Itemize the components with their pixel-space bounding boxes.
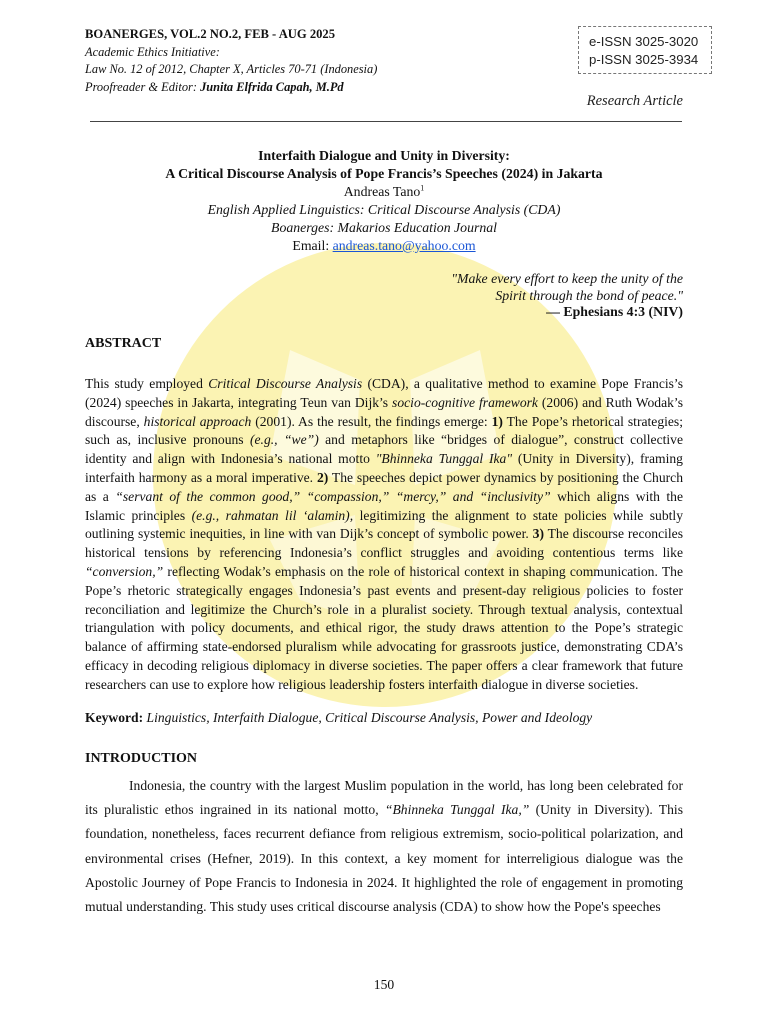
- introduction-heading: INTRODUCTION: [85, 751, 198, 766]
- page-number: 150: [373, 977, 395, 992]
- intro-italic: “Bhinneka Tunggal Ika,”: [384, 802, 530, 818]
- abstract-text: The discourse reconciles historical tensions by referencing Indonesia’s conflict struggles and avoiding contentious terms like: [85, 526, 683, 561]
- abstract-italic: Critical Discourse Analysis: [208, 376, 363, 391]
- abstract-text: which aligns with the Islamic principles: [85, 488, 684, 523]
- keyword-values: Linguistics, Interfaith Dialogue, Critical Discourse Analysis, Power and Ideology: [146, 710, 593, 725]
- abstract-text: (2006) and Ruth Wodak’s discourse,: [85, 394, 684, 429]
- title-line-2: A Critical Discourse Analysis of Pope Francis’s Speeches (2024) in Jakarta: [165, 166, 603, 181]
- keywords: [85, 710, 683, 726]
- research-field: English Applied Linguistics: Critical Discourse Analysis (CDA): [207, 202, 561, 217]
- epigraph: [303, 271, 683, 321]
- law-reference: Law No. 12 of 2012, Chapter X, Articles 70-71 (Indonesia): [85, 62, 378, 76]
- abstract-heading: ABSTRACT: [85, 336, 162, 351]
- abstract-italic: "Bhinneka Tunggal Ika": [375, 451, 513, 467]
- intro-text: Indonesia, the country with the largest Muslim population in the world, has long been celebrated for its pluralistic ethos ingrained in its national motto,: [85, 778, 683, 818]
- abstract-text: This study employed: [85, 376, 209, 391]
- epigraph-line-2: Spirit through the bond of peace.": [495, 287, 683, 303]
- ethics-initiative: Academic Ethics Initiative:: [85, 44, 220, 59]
- abstract-paragraph: [85, 375, 683, 695]
- abstract-text: (CDA), a qualitative method to examine Pope Francis’s (2024) speeches in Jakarta, integrating Teun van Dijk’s: [85, 376, 683, 410]
- journal-name: Boanerges: Makarios Education Journal: [271, 220, 497, 235]
- author: [85, 183, 683, 201]
- author-name: Andreas Tano: [343, 184, 421, 199]
- finding-number: 1): [491, 413, 503, 429]
- abstract-italic: (e.g., “we”): [250, 432, 319, 448]
- email-label: Email:: [292, 238, 333, 253]
- abstract-italic: historical approach: [143, 413, 252, 429]
- intro-text: (Unity in Diversity). This foundation, nonetheless, faces recurrent defiance from religious extremism, socio-political polarization, and environmental crises (Hefner, 2019). In this context, a key moment for interreligious dialogue was the Apostolic Journey of Pope Francis to Indonesia in 2024. It highlighted the role of engagement in promoting mutual understanding. This study uses critical discourse analysis (CDA) to show how the Pope's speeches: [85, 802, 683, 915]
- editor-label: Proofreader & Editor:: [85, 79, 201, 94]
- email-line: [85, 237, 683, 255]
- title-block: [85, 147, 683, 255]
- abstract-italic: (e.g., rahmatan lil ‘alamin),: [191, 507, 354, 523]
- title-line-1: Interfaith Dialogue and Unity in Diversity:: [258, 148, 510, 163]
- epigraph-line-1: "Make every effort to keep the unity of the: [451, 271, 683, 286]
- abstract-text: (Unity in Diversity), framing interfaith harmony as a moral imperative.: [85, 451, 683, 485]
- abstract-text: legitimizing the alignment to state policies while subtly outlining systemic inequities, in line with van Dijk’s concept of symbolic power.: [85, 507, 683, 542]
- epigraph-reference: — Ephesians 4:3 (NIV): [546, 304, 683, 319]
- abstract-italic: “conversion,”: [85, 563, 164, 579]
- abstract-text: (2001). As the result, the findings emerge:: [251, 413, 492, 429]
- keyword-label: Keyword:: [85, 710, 144, 725]
- abstract-text: and metaphors like “bridges of dialogue”, construct collective identity and align with Indonesia’s national motto: [85, 432, 684, 467]
- finding-number: 2): [316, 469, 329, 485]
- abstract-text: The speeches depict power dynamics by positioning the Church as a: [85, 469, 684, 504]
- finding-number: 3): [532, 526, 544, 542]
- issn-box: [578, 26, 712, 74]
- journal-issue: BOANERGES, VOL.2 NO.2, FEB - AUG 2025: [85, 27, 336, 41]
- abstract-italic: socio-cognitive framework: [392, 394, 538, 410]
- article-type: Research Article: [586, 93, 683, 109]
- author-affiliation-mark: 1: [420, 183, 425, 193]
- pissn: p-ISSN 3025-3934: [589, 52, 699, 67]
- journal-header: [85, 26, 377, 96]
- header-divider: [90, 121, 682, 122]
- eissn: e-ISSN 3025-3020: [589, 34, 699, 49]
- editor-line: [85, 79, 377, 97]
- editor-name: Junita Elfrida Capah, M.Pd: [200, 79, 344, 94]
- email-link[interactable]: andreas.tano@yahoo.com: [332, 238, 476, 253]
- abstract-text: reflecting Wodak’s emphasis on the role of historical context in shaping communication. The Pope’s rhetoric strategically engages Indonesia’s past events and present-day religious policies to foster reconciliation and legitimize the Church’s role in a pluralist society. Through textual analysis, contextual triangulation with policy documents, and ethical rigor, the study draws attention to the Pope’s strategic balance of affirming state-endorsed pluralism while advocating for grassroots justice, demonstrating CDA’s efficacy in decoding religious diplomacy in diverse societies. The paper offers a clear framework that future researchers can use to explore how religious leadership fosters interfaith dialogue in diverse societies.: [85, 563, 683, 692]
- abstract-text: The Pope’s rhetorical strategies; such as, inclusive pronouns: [85, 413, 683, 448]
- abstract-italic: “servant of the common good,” “compassion,” “mercy,” and “inclusivity”: [115, 488, 551, 504]
- introduction-paragraph: [85, 774, 683, 919]
